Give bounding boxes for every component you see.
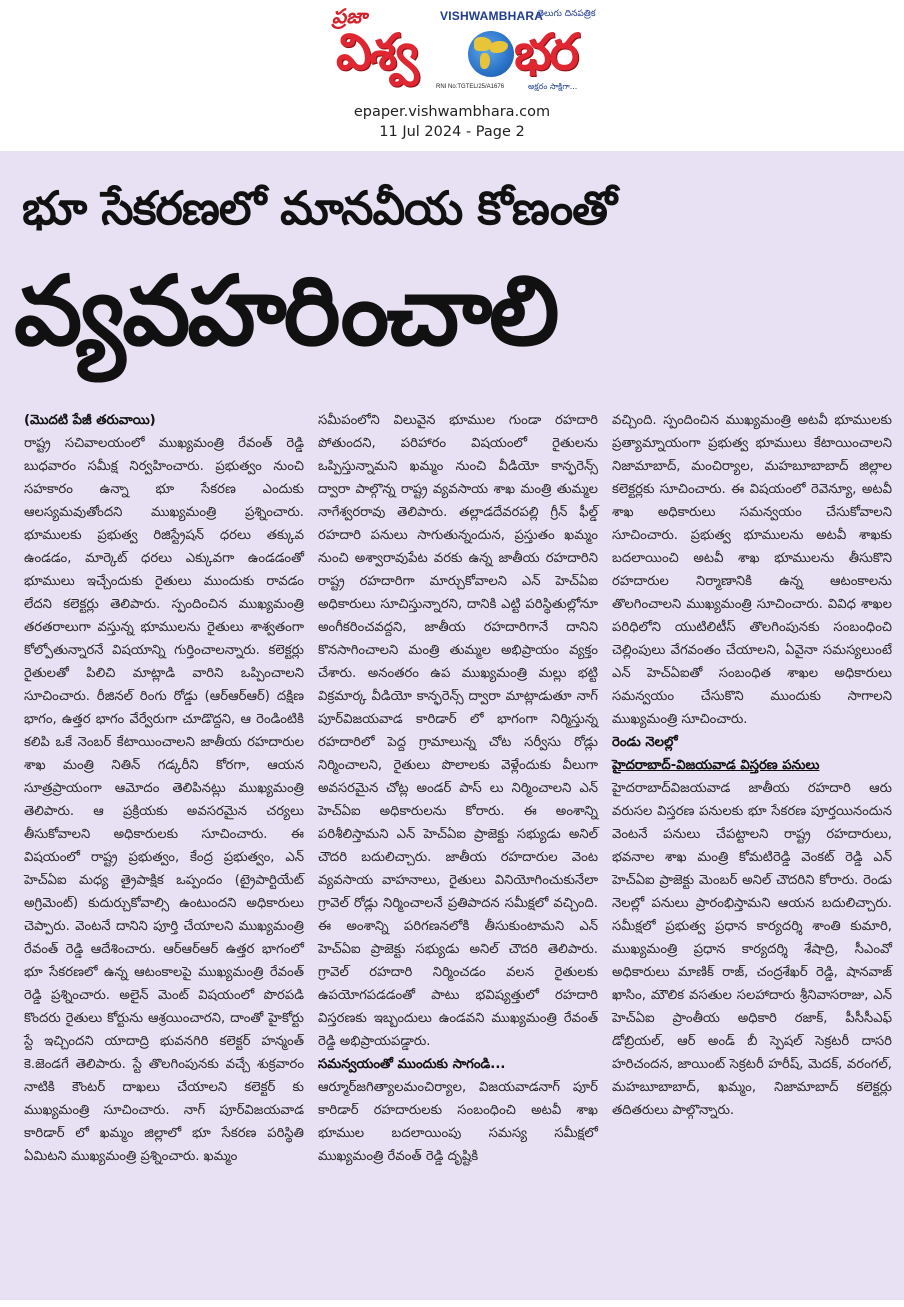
edition-date-page: 11 Jul 2024 - Page 2 bbox=[379, 124, 525, 140]
continued-label: (మొదటి పేజీ తరువాయి) bbox=[24, 413, 156, 428]
article-column-1 bbox=[24, 409, 304, 1168]
article-column-3 bbox=[612, 409, 892, 1122]
subheading-two-months: రెండు నెలల్లో bbox=[612, 735, 678, 750]
column-3-body-part-2: హైదరాబాద్‌విజయవాడ జాతీయ రహదారి ఆరు వరుసల విస్తరణ పనులకు భూ సేకరణ పూర్తయినందున వెంటనే పనులు చేపట్టాలని రాష్ట్ర రహదారులు, భవనాల శాఖ మంత్రి కోమటిరెడ్డి వెంకట్ రెడ్డి ఎన్ హెచ్ఏఐ ప్రాజెక్టు మెంబర్ అనిల్ చౌదరిని కోరారు. రెండు నెలల్లో పనులు ప్రారంభిస్తామని ఆయన బదులిచ్చారు. సమీక్షలో ప్రభుత్వ ప్రధాన కార్యదర్శి శాంతి కుమారి, ముఖ్యమంత్రి ప్రధాన కార్యదర్శి శేషాద్రి, సీఎంవో అధికారులు మాణిక్ రాజ్, చంద్రశేఖర్ రెడ్డి, షానవాజ్ ఖాసిం, మౌలిక వసతుల సలహాదారు శ్రీనివాసరాజు, ఎన్ హెచ్ఏఐ ప్రాంతీయ అధికారి రజాక్, పీసీసీఎఫ్ డోబ్రియల్, ఆర్ అండ్ బీ స్పెషల్ సెక్రటరీ దాసరి హరిచందన, జాయింట్ సెక్రటరీ హరీష్, మెదక్, వరంగల్, మహబూబాబాద్, ఖమ్మం, నిజామాబాద్ కలెక్టర్లు తదితరులు పాల్గొన్నారు. bbox=[612, 781, 892, 1118]
logo-wordmark-right: భర bbox=[514, 23, 578, 81]
logo-praja: ప్రజా bbox=[332, 4, 368, 28]
headline-line-2: వ్యవహరించాలి bbox=[14, 255, 557, 367]
newspaper-logo bbox=[332, 4, 612, 98]
logo-wordmark-left: విశ్వ bbox=[336, 23, 417, 81]
column-1-body: రాష్ట్ర సచివాలయంలో ముఖ్యమంత్రి రేవంత్ రెడ్డి బుధవారం సమీక్ష నిర్వహించారు. ప్రభుత్వం నుంచి సహకారం ఉన్నా భూ సేకరణ ఎందుకు ఆలస్యమవుతోందని ముఖ్యమంత్రి ప్రశ్నించారు. భూములకు ప్రభుత్వ రిజిస్ట్రేషన్ ధరలు తక్కువ ఉండడం, మార్కెట్ ధరలు ఎక్కువగా ఉండడంతో భూములు ఇచ్చేందుకు రైతులు ముందుకు రావడం లేదని కలెక్టర్లు తెలిపారు. స్పందించిన ముఖ్యమంత్రి తరతరాలుగా వస్తున్న భూములను రైతులు శాశ్వతంగా కోల్పోతున్నారనే విషయాన్ని గుర్తించాలన్నారు. కలెక్టర్లు రైతులతో పిలిచి మాట్లాడి వారిని ఒప్పించాలని సూచించారు. రీజినల్ రింగు రోడ్డు (ఆర్ఆర్ఆర్) దక్షిణ భాగం, ఉత్తర భాగం వేర్వేరుగా చూడొద్దని, ఆ రెండింటికి కలిపి ఒకే నెంబర్ కేటాయించాలని జాతీయ రహదారుల శాఖ మంత్రి నితిన్ గడ్కరీని కోరగా, ఆయన సూత్రప్రాయంగా ఆమోదం తెలిపినట్లు ముఖ్యమంత్రి తెలిపారు. ఆ ప్రక్రియకు అవసరమైన చర్యలు తీసుకోవాలని అధికారులకు సూచించారు. ఈ విషయంలో రాష్ట్ర ప్రభుత్వం, కేంద్ర ప్రభుత్వం, ఎన్ హెచ్ఏఐ మధ్య త్రైపాక్షిక ఒప్పందం (ట్రైపార్టియేట్ అగ్రిమెంట్) కుదుర్చుకోవాల్సి ఉంటుందని అధికారులు చెప్పారు. వెంటనే దానిని పూర్తి చేయాలని ముఖ్యమంత్రి రేవంత్ రెడ్డి ఆదేశించారు. ఆర్ఆర్ఆర్ ఉత్తర భాగంలో భూ సేకరణలో ఉన్న ఆటంకాలపై ముఖ్యమంత్రి రేవంత్ రెడ్డి ప్రశ్నించారు. అలైన్ మెంట్ విషయంలో పొరపడి కొందరు రైతులు కోర్టును ఆశ్రయించారని, దాంతో హైకోర్టు స్టే ఇచ్చిందని యాదాద్రి భువనగిరి కలెక్టర్ హన్మంత్ కె.జెండగే తెలిపారు. స్టే తొలగింపునకు వచ్చే శుక్రవారం నాటికి కౌంటర్ దాఖలు చేయాలని కలెక్టర్ కు ముఖ్యమంత్రి సూచించారు. నాగ్ పూర్‌విజయవాడ కారిడార్ లో ఖమ్మం జిల్లాలో భూ సేకరణ పరిస్థితి ఏమిటని ముఖ్యమంత్రి ప్రశ్నించారు. ఖమ్మం bbox=[24, 436, 304, 1164]
rni-number: RNI No:TGTEL/25/A1676 bbox=[436, 84, 505, 90]
column-2-body-part-1: సమీపంలోని విలువైన భూముల గుండా రహదారి పోతుందని, పరిహారం విషయంలో రైతులను ఒప్పిస్తున్నామని ఖమ్మం నుంచి వీడియో కాన్ఫరెన్స్ ద్వారా పాల్గొన్న రాష్ట్ర వ్యవసాయ శాఖ మంత్రి తుమ్మల నాగేశ్వరరావు తెలిపారు. తల్లాడదేవరపల్లి గ్రీన్ ఫీల్డ్ రహదారి పనులు సాగుతున్నందున, ప్రస్తుతం ఖమ్మం నుంచి అశ్వారావుపేట వరకు ఉన్న జాతీయ రహదారిని రాష్ట్ర రహదారిగా మార్చుకోవాలని ఎన్ హెచ్ఏఐ అధికారులు సూచిస్తున్నారని, దానికి ఎట్టి పరిస్థితుల్లోనూ అంగీకరించవద్దని, జాతీయ రహదారిగానే దానిని కొనసాగించాలని మంత్రి తుమ్మల అభిప్రాయం వ్యక్తం చేశారు. అనంతరం ఉప ముఖ్యమంత్రి మల్లు భట్టి విక్రమార్క వీడియో కాన్ఫరెన్స్ ద్వారా మాట్లాడుతూ నాగ్ పూర్‌విజయవాడ కారిడార్ లో భాగంగా నిర్మిస్తున్న రహదారిలో పెద్ద గ్రామాలున్న చోట సర్వీసు రోడ్లు నిర్మించాలని, రైతులు పొలాలకు వెళ్లేందుకు వీలుగా అవసరమైన చోట్ల అండర్ పాస్ లు నిర్మించాలని ఎన్ హెచ్ఏఐ అధికారులను కోరారు. ఈ అంశాన్ని పరిశీలిస్తామని ఎన్ హెచ్ఏఐ ప్రాజెక్టు సభ్యుడు అనిల్ చౌదరి బదులిచ్చారు. జాతీయ రహదారుల వెంట వ్యవసాయ వాహనాలు, రైతులు వినియోగించుకునేలా గ్రావెల్ రోడ్లు నిర్మించాలనే ప్రతిపాదన సమీక్షలో వచ్చింది. ఈ అంశాన్ని పరిగణనలోకి తీసుకుంటామని ఎన్ హెచ్ఏఐ ప్రాజెక్టు సభ్యుడు అనిల్ చౌదరి తెలిపారు. గ్రావెల్ రహదారి నిర్మించడం వలన రైతులకు ఉపయోగపడడంతో పాటు భవిష్యత్తులో రహదారి విస్తరణకు ఇబ్బందులు ఉండవని ముఖ్యమంత్రి రేవంత్ రెడ్డి అభిప్రాయపడ్డారు. bbox=[318, 413, 598, 1049]
logo-tagline-top: తెలుగు దినపత్రిక bbox=[537, 9, 596, 19]
globe-icon bbox=[468, 31, 514, 77]
column-3-body-part-1: వచ్చింది. స్పందించిన ముఖ్యమంత్రి అటవీ భూములకు ప్రత్యామ్నాయంగా ప్రభుత్వ భూములు కేటాయించాలని నిజామాబాద్, మంచిర్యాల, మహబూబాబాద్ జిల్లాల కలెక్టర్లకు సూచించారు. ఈ విషయంలో రెవెన్యూ, అటవీ శాఖ అధికారులు సమన్వయం చేసుకోవాలని సూచించారు. ప్రభుత్వ భూములను అటవీ శాఖకు బదలాయించి అటవీ శాఖ భూములను తీసుకొని రహదారుల నిర్మాణానికి ఉన్న ఆటంకాలను తొలగించాలని ముఖ్యమంత్రి సూచించారు. వివిధ శాఖల పరిధిలోని యుటిలిటీస్ తొలగింపునకు సంబంధించి చెల్లింపులు వేగవంతం చేయాలని, ఏవైనా సమస్యలుంటే ఎన్ హెచ్ఏఐతో సంబంధిత శాఖల అధికారులు సమన్వయం చేసుకొని ముందుకు సాగాలని ముఖ్యమంత్రి సూచించారు. bbox=[612, 413, 892, 727]
subheading-coordination: సమన్వయంతో ముందుకు సాగండి... bbox=[318, 1057, 506, 1072]
logo-name-english: VISHWAMBHARA bbox=[440, 9, 544, 23]
headline-line-1: భూ సేకరణలో మానవీయ కోణంతో bbox=[22, 181, 617, 235]
logo-tagline-bottom: అక్షరం సాక్షిగా... bbox=[528, 82, 578, 91]
page-bottom-margin bbox=[0, 1300, 904, 1307]
masthead bbox=[0, 0, 904, 151]
column-2-body-part-2: ఆర్మూర్‌జగిత్యాలమంచిర్యాల, విజయవాడనాగ్ పూర్ కారిడార్ రహదారులకు సంబంధించి అటవీ శాఖ భూముల బదలాయింపు సమస్య సమీక్షలో ముఖ్యమంత్రి రేవంత్ రెడ్డి దృష్టికి bbox=[318, 1080, 598, 1164]
article-panel bbox=[0, 151, 904, 1300]
article-column-2 bbox=[318, 409, 598, 1168]
site-url[interactable]: epaper.vishwambhara.com bbox=[353, 104, 551, 120]
subheading-hyderabad-vijayawada: హైదరాబాద్-విజయవాడ విస్తరణ పనులు bbox=[612, 758, 820, 773]
